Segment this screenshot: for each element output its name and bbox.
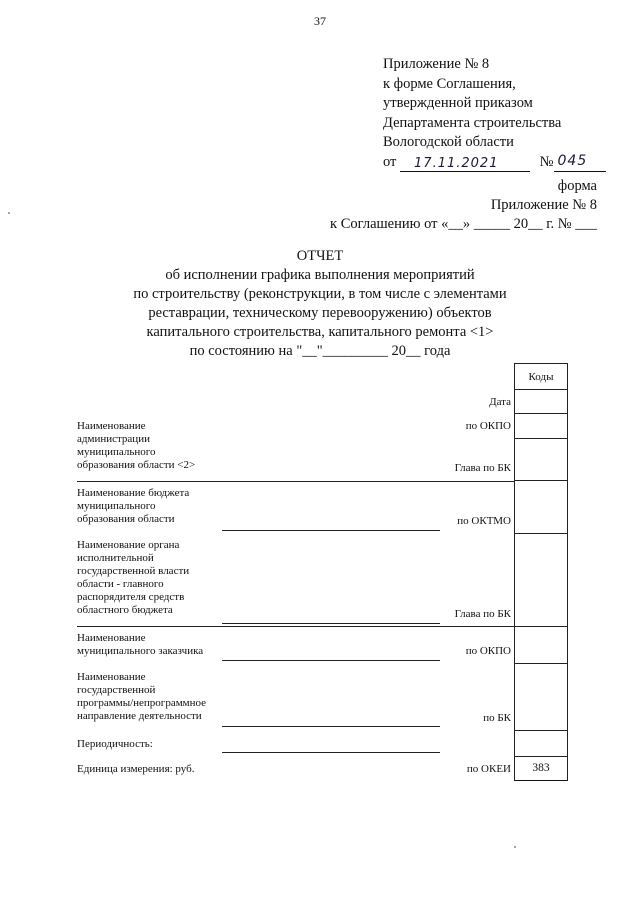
code-cell-glava-bk[interactable] bbox=[515, 534, 567, 627]
code-cell-oktmo[interactable] bbox=[515, 481, 567, 534]
label-unit: Единица измерения: руб. bbox=[77, 763, 195, 775]
code-cell-periodicity[interactable] bbox=[515, 731, 567, 757]
title-heading: ОТЧЕТ bbox=[296, 248, 344, 264]
code-cell-okei: 383 bbox=[515, 757, 567, 781]
handwritten-number: 045 bbox=[557, 153, 588, 169]
code-cell-bk[interactable] bbox=[515, 664, 567, 731]
appendix-line: утвержденной приказом bbox=[383, 95, 533, 111]
title-line: капитального строительства, капитального ремонта <1> bbox=[146, 324, 494, 340]
row-divider bbox=[77, 481, 514, 482]
date-prefix: от bbox=[383, 153, 397, 170]
number-field bbox=[554, 154, 606, 172]
appendix-line: к форме Соглашения, bbox=[383, 75, 516, 92]
number-prefix: № bbox=[539, 153, 554, 170]
title-line: реставрации, техническому перевооружению) объектов bbox=[148, 305, 492, 321]
label-administration: Наименование администрации муниципального образования области <2> bbox=[77, 420, 196, 471]
right-label-okpo: по ОКПО bbox=[465, 420, 511, 432]
form-block bbox=[330, 177, 597, 234]
label-customer: Наименование муниципального заказчика bbox=[77, 632, 204, 657]
appendix-line: Приложение № 8 bbox=[383, 56, 490, 72]
row-divider bbox=[77, 626, 514, 627]
code-cell-okpo[interactable] bbox=[515, 414, 567, 439]
right-label-bk: по БК bbox=[483, 712, 511, 724]
scan-speck bbox=[514, 846, 516, 848]
label-periodicity: Периодичность: bbox=[77, 738, 153, 750]
date-field bbox=[400, 154, 530, 172]
program-fill-line bbox=[222, 726, 440, 727]
right-label-okpo: по ОКПО bbox=[465, 645, 511, 657]
title-line: об исполнении графика выполнения мероприятий bbox=[165, 267, 475, 283]
title-line: по состоянию на "__"_________ 20__ года bbox=[189, 343, 451, 359]
executive-fill-line bbox=[222, 623, 440, 624]
appendix-date-row bbox=[383, 153, 606, 173]
appendix-header bbox=[383, 55, 606, 172]
report-title bbox=[0, 247, 640, 361]
codes-header: Коды bbox=[515, 364, 567, 390]
periodicity-fill-line bbox=[222, 752, 440, 753]
label-program: Наименование государственной программы/непрограммное направление деятельности bbox=[77, 671, 207, 722]
appendix-line: Департамента строительства bbox=[383, 114, 562, 131]
label-budget: Наименование бюджета муниципального образования области bbox=[77, 487, 190, 525]
handwritten-date: 17.11.2021 bbox=[414, 156, 499, 171]
form-appendix: Приложение № 8 bbox=[490, 197, 597, 213]
budget-fill-line bbox=[222, 530, 440, 531]
code-cell-date[interactable] bbox=[515, 390, 567, 414]
page-number: 37 bbox=[314, 14, 326, 28]
form-label: форма bbox=[557, 178, 597, 194]
right-label-glava-bk: Глава по БК bbox=[454, 608, 511, 620]
customer-fill-line bbox=[222, 660, 440, 661]
form-agreement: к Соглашению от «__» _____ 20__ г. № ___ bbox=[330, 216, 597, 232]
right-label-okei: по ОКЕИ bbox=[466, 763, 511, 775]
right-label-glava-bk: Глава по БК bbox=[454, 462, 511, 474]
right-label-oktmo: по ОКТМО bbox=[457, 515, 511, 527]
title-line: по строительству (реконструкции, в том числе с элементами bbox=[133, 286, 507, 302]
appendix-line: Вологодской области bbox=[383, 134, 514, 150]
label-executive-body: Наименование органа исполнительной государственной власти области - главного распорядителя средств областного бюджета bbox=[77, 539, 190, 616]
code-cell-glava-bk[interactable] bbox=[515, 439, 567, 481]
scan-speck bbox=[8, 212, 10, 214]
codes-table bbox=[514, 363, 568, 781]
code-cell-okpo[interactable] bbox=[515, 627, 567, 664]
right-label-date: Дата bbox=[489, 396, 511, 408]
